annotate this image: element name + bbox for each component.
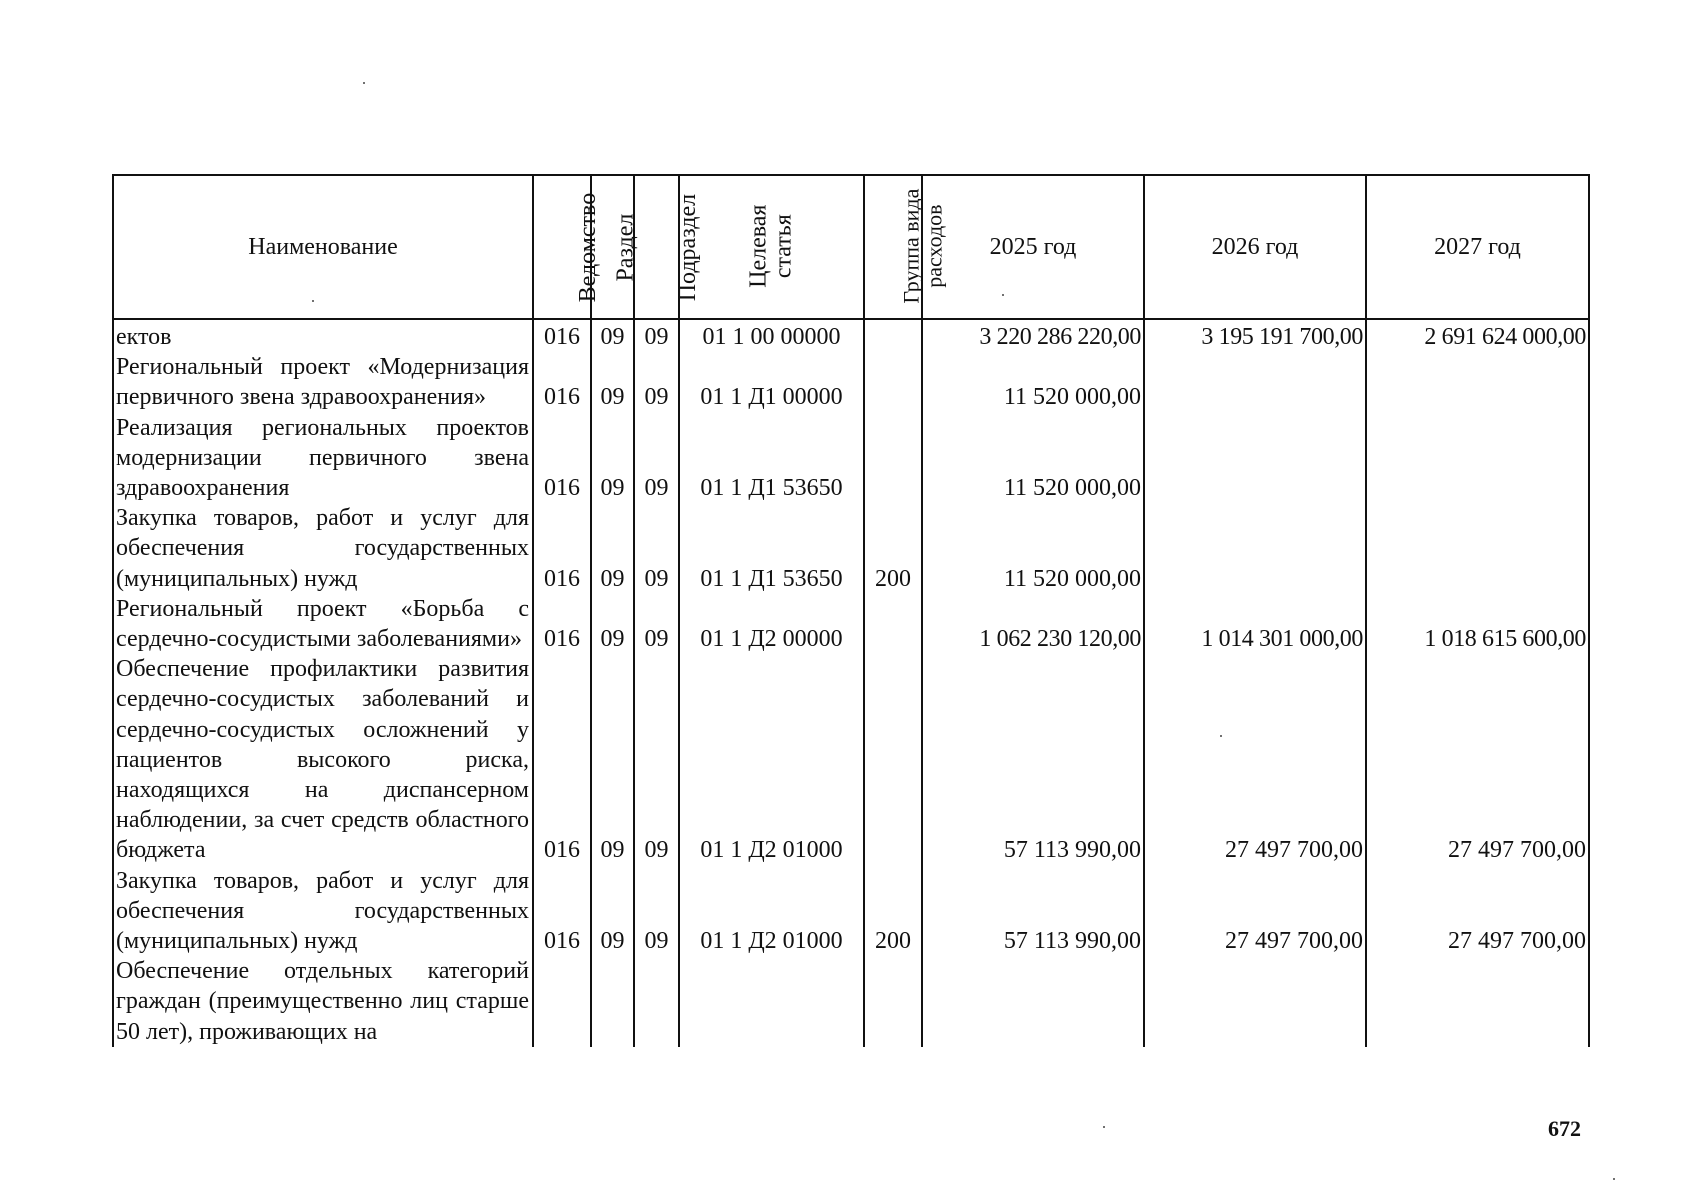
header-subsection: Подраздел bbox=[634, 175, 679, 319]
row-2027: 1 018 615 600,00 bbox=[1366, 594, 1589, 654]
row-name: Обеспечение отдельных категорий граждан (преимущественно лиц старше 50 лет), проживающих на bbox=[113, 956, 533, 1047]
scan-speck bbox=[1220, 735, 1222, 737]
row-2027: 27 497 700,00 bbox=[1366, 654, 1589, 865]
row-dept bbox=[533, 956, 591, 1047]
scan-speck bbox=[1002, 294, 1004, 296]
row-group bbox=[864, 654, 922, 865]
row-target: 01 1 00 00000 bbox=[679, 319, 864, 352]
row-section: 09 bbox=[591, 866, 634, 957]
row-name: Закупка товаров, работ и услуг для обеспечения государственных (муниципальных) нужд bbox=[113, 503, 533, 594]
row-section: 09 bbox=[591, 594, 634, 654]
row-2026: 3 195 191 700,00 bbox=[1144, 319, 1366, 352]
row-group bbox=[864, 956, 922, 1047]
row-2027 bbox=[1366, 413, 1589, 504]
row-group: 200 bbox=[864, 866, 922, 957]
row-2025: 1 062 230 120,00 bbox=[922, 594, 1144, 654]
row-name: Обеспечение профилактики развития сердечно-сосудистых заболеваний и сердечно-сосудистых осложнений у пациентов высокого риска, находящихся на диспансерном наблюдении, за счет средств областного бюджета bbox=[113, 654, 533, 865]
scan-speck bbox=[363, 82, 365, 84]
table-row bbox=[113, 654, 1589, 865]
row-dept: 016 bbox=[533, 654, 591, 865]
table-row bbox=[113, 956, 1589, 1047]
row-subsection: 09 bbox=[634, 866, 679, 957]
row-2025: 57 113 990,00 bbox=[922, 866, 1144, 957]
row-2027 bbox=[1366, 352, 1589, 412]
header-name: Наименование bbox=[113, 175, 533, 319]
row-dept: 016 bbox=[533, 413, 591, 504]
table-row bbox=[113, 594, 1589, 654]
row-2025: 11 520 000,00 bbox=[922, 503, 1144, 594]
row-dept: 016 bbox=[533, 319, 591, 352]
row-dept: 016 bbox=[533, 503, 591, 594]
row-2026 bbox=[1144, 352, 1366, 412]
row-target bbox=[679, 956, 864, 1047]
row-dept: 016 bbox=[533, 352, 591, 412]
row-group bbox=[864, 413, 922, 504]
header-section: Раздел bbox=[591, 175, 634, 319]
row-2027 bbox=[1366, 503, 1589, 594]
row-name: Региональный проект «Борьба с сердечно-сосудистыми заболеваниями» bbox=[113, 594, 533, 654]
row-section: 09 bbox=[591, 503, 634, 594]
row-subsection: 09 bbox=[634, 654, 679, 865]
table-row bbox=[113, 413, 1589, 504]
header-target: Целевая статья bbox=[679, 175, 864, 319]
row-2026: 27 497 700,00 bbox=[1144, 654, 1366, 865]
page-number: 672 bbox=[1548, 1116, 1581, 1141]
header-2026: 2026 год bbox=[1144, 175, 1366, 319]
row-2025: 11 520 000,00 bbox=[922, 352, 1144, 412]
row-2026 bbox=[1144, 956, 1366, 1047]
row-subsection: 09 bbox=[634, 352, 679, 412]
row-subsection bbox=[634, 956, 679, 1047]
header-row bbox=[113, 175, 1589, 319]
row-target: 01 1 Д2 01000 bbox=[679, 866, 864, 957]
row-name: ектов bbox=[113, 319, 533, 352]
scan-speck bbox=[312, 300, 314, 302]
row-subsection: 09 bbox=[634, 413, 679, 504]
table-row bbox=[113, 319, 1589, 352]
row-subsection: 09 bbox=[634, 594, 679, 654]
row-section: 09 bbox=[591, 413, 634, 504]
row-2027: 2 691 624 000,00 bbox=[1366, 319, 1589, 352]
row-2026: 1 014 301 000,00 bbox=[1144, 594, 1366, 654]
row-section: 09 bbox=[591, 654, 634, 865]
table-row bbox=[113, 503, 1589, 594]
header-group: Группа вида расходов bbox=[864, 175, 922, 319]
row-section: 09 bbox=[591, 352, 634, 412]
row-name: Реализация региональных проектов модернизации первичного звена здравоохранения bbox=[113, 413, 533, 504]
row-target: 01 1 Д1 00000 bbox=[679, 352, 864, 412]
row-target: 01 1 Д1 53650 bbox=[679, 503, 864, 594]
row-section: 09 bbox=[591, 319, 634, 352]
row-dept: 016 bbox=[533, 594, 591, 654]
row-2027 bbox=[1366, 956, 1589, 1047]
row-group bbox=[864, 594, 922, 654]
scan-speck bbox=[1613, 1178, 1615, 1180]
scan-speck bbox=[1103, 1126, 1105, 1128]
header-2027: 2027 год bbox=[1366, 175, 1589, 319]
row-2025: 57 113 990,00 bbox=[922, 654, 1144, 865]
row-2025: 11 520 000,00 bbox=[922, 413, 1144, 504]
row-2026: 27 497 700,00 bbox=[1144, 866, 1366, 957]
row-group bbox=[864, 352, 922, 412]
row-group bbox=[864, 319, 922, 352]
header-dept: Ведомство bbox=[533, 175, 591, 319]
budget-table bbox=[112, 174, 1590, 1047]
row-2025: 3 220 286 220,00 bbox=[922, 319, 1144, 352]
row-section bbox=[591, 956, 634, 1047]
row-subsection: 09 bbox=[634, 503, 679, 594]
header-2025: 2025 год bbox=[922, 175, 1144, 319]
row-target: 01 1 Д2 00000 bbox=[679, 594, 864, 654]
table-row bbox=[113, 352, 1589, 412]
row-name: Региональный проект «Модернизация первичного звена здравоохранения» bbox=[113, 352, 533, 412]
row-2025 bbox=[922, 956, 1144, 1047]
row-2026 bbox=[1144, 413, 1366, 504]
table-row bbox=[113, 866, 1589, 957]
row-name: Закупка товаров, работ и услуг для обеспечения государственных (муниципальных) нужд bbox=[113, 866, 533, 957]
row-target: 01 1 Д2 01000 bbox=[679, 654, 864, 865]
row-2026 bbox=[1144, 503, 1366, 594]
row-dept: 016 bbox=[533, 866, 591, 957]
row-subsection: 09 bbox=[634, 319, 679, 352]
row-target: 01 1 Д1 53650 bbox=[679, 413, 864, 504]
row-2027: 27 497 700,00 bbox=[1366, 866, 1589, 957]
row-group: 200 bbox=[864, 503, 922, 594]
